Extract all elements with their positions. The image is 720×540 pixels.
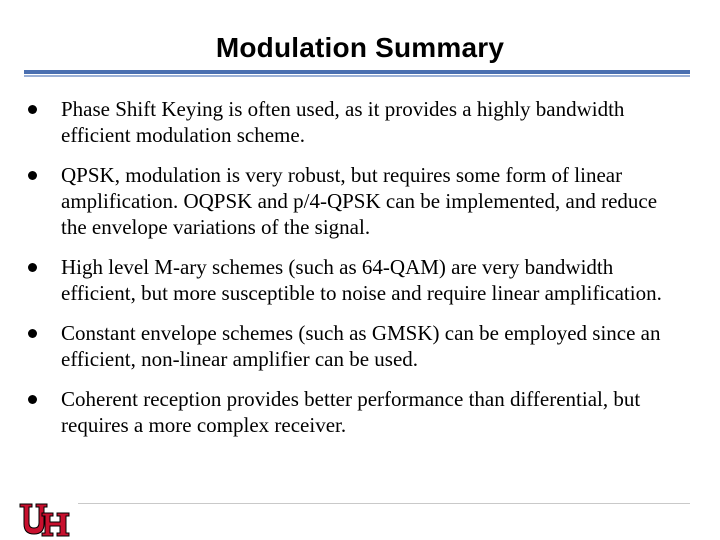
- bullet-item: [0, 96, 720, 148]
- bullet-text: QPSK, modulation is very robust, but requires some form of linear amplification. OQPSK and p/4-QPSK can be implemented, and reduce the envelope variations of the signal.: [61, 163, 658, 239]
- slide-title: Modulation Summary: [215, 32, 505, 63]
- bullet-icon: [28, 395, 37, 404]
- bullet-item: [0, 320, 720, 372]
- bullet-text: Phase Shift Keying is often used, as it provides a highly bandwidth efficient modulation scheme.: [61, 97, 625, 147]
- bullet-text: High level M-ary schemes (such as 64-QAM) are very bandwidth efficient, but more susceptible to noise and require linear amplification.: [61, 255, 662, 305]
- bullet-item: [0, 162, 720, 240]
- bullet-item: [0, 386, 720, 438]
- bullet-icon: [28, 171, 37, 180]
- bullet-text: Coherent reception provides better performance than differential, but requires a more complex receiver.: [61, 387, 641, 437]
- bullet-icon: [28, 329, 37, 338]
- bullet-text: Constant envelope schemes (such as GMSK) can be employed since an efficient, non-linear amplifier can be used.: [61, 321, 661, 371]
- footer-rule: [78, 503, 690, 504]
- title-rule: [24, 70, 690, 78]
- bullet-icon: [28, 263, 37, 272]
- bullet-list: [0, 96, 720, 452]
- bullet-icon: [28, 105, 37, 114]
- bullet-item: [0, 254, 720, 306]
- uh-logo-icon: [16, 501, 74, 539]
